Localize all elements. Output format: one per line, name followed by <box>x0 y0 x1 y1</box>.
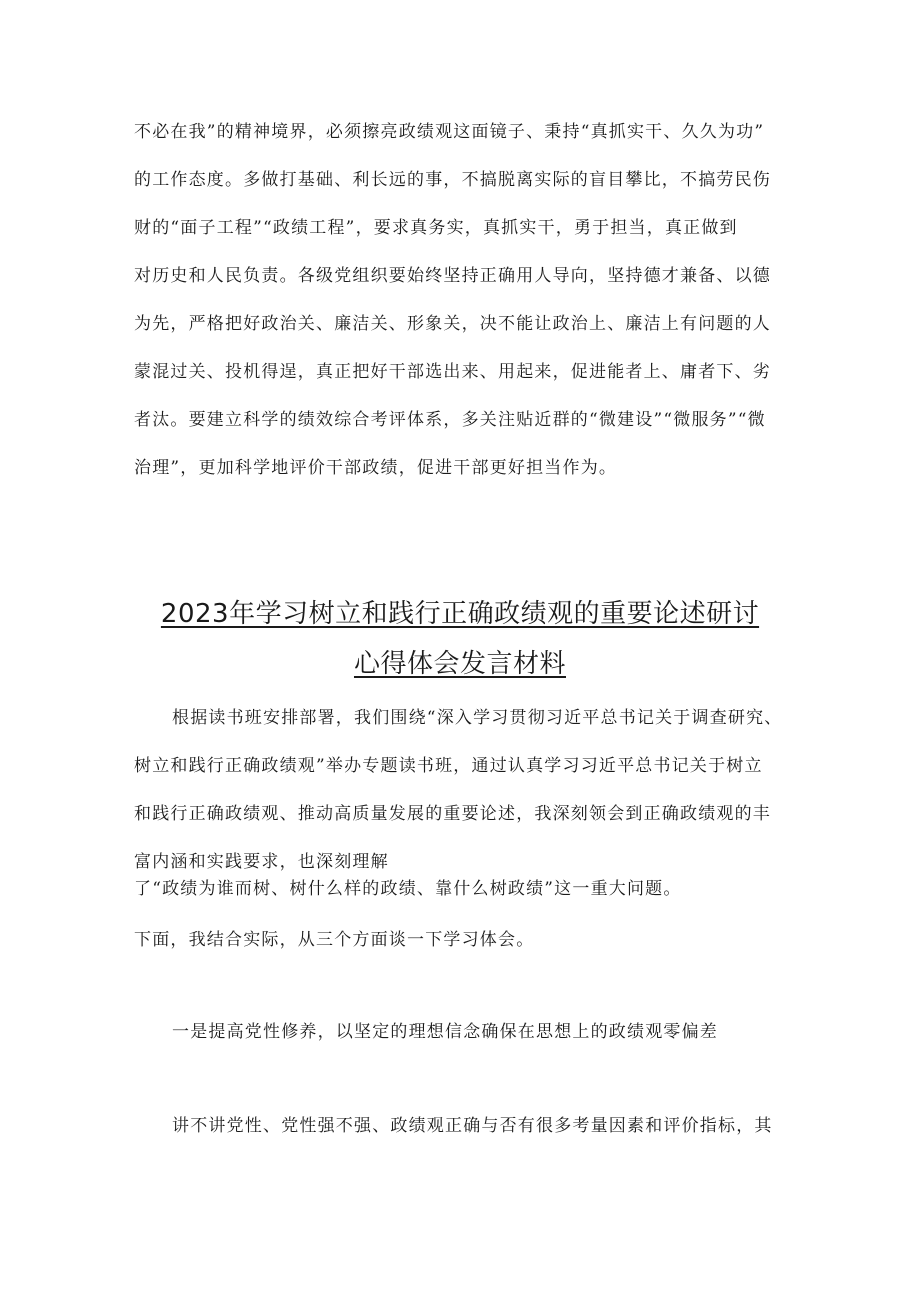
paragraph-line: 树立和践行正确政绩观”举办专题读书班，通过认真学习习近平总书记关于树立 <box>134 756 763 776</box>
paragraph-line: 对历史和人民负责。各级党组织要始终坚持正确用人导向，坚持德才兼备、以德 <box>134 266 771 286</box>
paragraph-line: 治理”，更加科学地评价干部政绩，促进干部更好担当作为。 <box>134 458 618 478</box>
paragraph-line: 蒙混过关、投机得逞，真正把好干部选出来、用起来，促进能者上、庸者下、劣 <box>134 362 771 382</box>
paragraph-line: 下面，我结合实际，从三个方面谈一下学习体会。 <box>134 930 535 950</box>
paragraph-line: 了“政绩为谁而树、树什么样的政绩、靠什么树政绩”这一重大问题。 <box>134 879 682 899</box>
paragraph-line: 者汰。要建立科学的绩效综合考评体系，多关注贴近群的“微建设”“微服务”“微 <box>134 410 766 430</box>
paragraph-line: 讲不讲党性、党性强不强、政绩观正确与否有很多考量因素和评价指标，其 <box>172 1116 773 1136</box>
document-title-line1: 2023年学习树立和践行正确政绩观的重要论述研讨 <box>160 599 760 629</box>
paragraph-line: 富内涵和实践要求，也深刻理解 <box>134 852 389 872</box>
document-title-line2: 心得体会发言材料 <box>353 649 566 679</box>
paragraph-line: 的工作态度。多做打基础、利长远的事，不搞脱离实际的盲目攀比，不搞劳民伤 <box>134 170 771 190</box>
paragraph-line: 不必在我”的精神境界，必须擦亮政绩观这面镜子、秉持“真抓实干、久久为功” <box>134 122 765 142</box>
paragraph-line: 财的“面子工程”“政绩工程”，要求真务实，真抓实干，勇于担当，真正做到 <box>134 218 738 238</box>
paragraph-line: 和践行正确政绩观、推动高质量发展的重要论述，我深刻领会到正确政绩观的丰 <box>134 804 771 824</box>
paragraph-line: 为先，严格把好政治关、廉洁关、形象关，决不能让政治上、廉洁上有问题的人 <box>134 314 771 334</box>
paragraph-line: 根据读书班安排部署，我们围绕“深入学习贯彻习近平总书记关于调查研究、 <box>172 708 783 728</box>
section-heading: 一是提高党性修养，以坚定的理想信念确保在思想上的政绩观零偏差 <box>172 1022 718 1042</box>
